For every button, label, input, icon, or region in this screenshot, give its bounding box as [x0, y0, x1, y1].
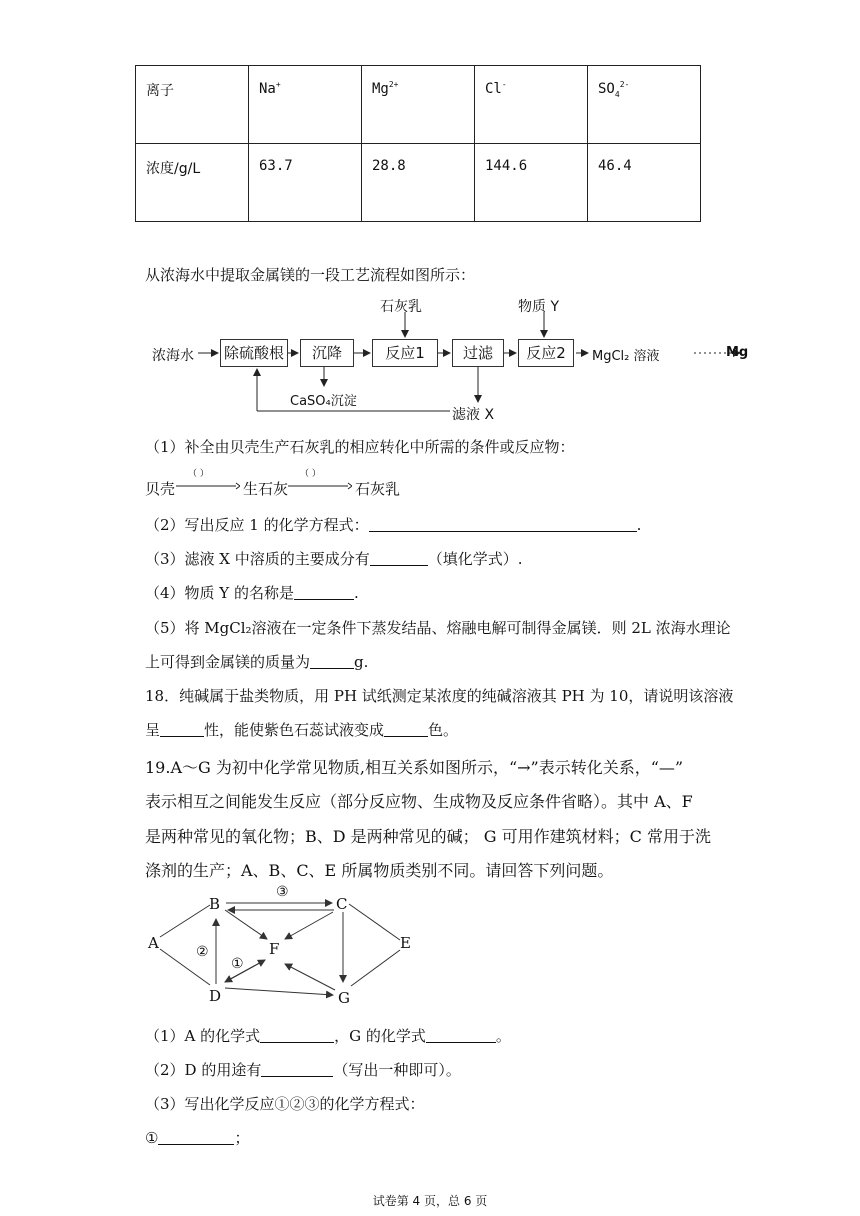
relationship-lines — [145, 882, 415, 1010]
table-header-cell: $SO_4^{2-}$ — [588, 66, 701, 144]
q18-text: 性，能使紫色石蕊试液变成 — [204, 721, 385, 739]
table-header-cell: $Mg^{2+}$ — [362, 66, 475, 144]
node-a: A — [148, 934, 159, 952]
q17-part2 — [145, 514, 641, 535]
lime-milk-label: 石灰乳 — [380, 299, 422, 315]
q17-part1: （1）补全由贝壳生产石灰乳的相应转化中所需的条件或反应物： — [145, 438, 575, 456]
chain-item: 石灰乳 — [355, 480, 401, 498]
q19-line2: 表示相互之间能发生反应（部分反应物、生成物及反应条件省略）。其中 A、F — [145, 792, 693, 811]
answer-blank[interactable] — [370, 551, 428, 566]
q17-part3-text: （3）滤液 X 中溶质的主要成分有 — [145, 550, 370, 568]
mgcl2-solution-label: MgCl₂ 溶液 — [592, 349, 660, 364]
table-cell: 浓度/g/L — [136, 144, 249, 222]
answer-blank[interactable] — [384, 722, 428, 737]
mg-label: Mg — [726, 345, 749, 360]
table-row — [136, 144, 701, 222]
q17-part5-line2 — [145, 651, 368, 672]
chain-paren-1: （ ） — [188, 469, 209, 479]
flow-step-filter: 过滤 — [452, 339, 504, 367]
q17-part4-text: （4）物质 Y 的名称是 — [145, 584, 294, 602]
chain-item: 贝壳 — [145, 480, 176, 498]
node-f: F — [269, 940, 280, 958]
node-e: E — [400, 934, 411, 952]
flow-step-remove-sulfate: 除硫酸根 — [220, 339, 288, 367]
answer-blank[interactable] — [369, 517, 637, 532]
ion-concentration-table — [135, 65, 701, 222]
reaction-label-3: ③ — [276, 884, 289, 900]
q17-part2-text: （2）写出反应 1 的化学方程式： — [145, 516, 369, 534]
q18-text: 呈 — [145, 721, 161, 739]
table-cell: 63.7 — [249, 144, 362, 222]
node-g: G — [338, 989, 350, 1007]
q17-part2-end: . — [636, 516, 642, 534]
answer-blank[interactable] — [294, 585, 354, 600]
q19-line1: 19.A～G 为初中化学常见物质,相互关系如图所示，“→”表示转化关系，“—” — [145, 758, 684, 777]
q18-line1: 18．纯碱属于盐类物质，用 PH 试纸测定某浓度的纯碱溶液其 PH 为 10，请说明该溶液 — [145, 687, 734, 705]
table-cell: 28.8 — [362, 144, 475, 222]
filtrate-x-label: 滤液 X — [452, 407, 495, 423]
answer-blank[interactable] — [310, 654, 354, 669]
flow-step-reaction2: 反应2 — [518, 339, 574, 367]
q19-answer1-text: （1）A 的化学式 — [145, 1027, 261, 1045]
q19-line3: 是两种常见的氧化物；B、D 是两种常见的碱； G 可用作建筑材料；C 常用于洗 — [145, 827, 711, 846]
q19-answer1-text: ，G 的化学式 — [334, 1027, 426, 1045]
q17-part3-suffix: （填化学式）. — [427, 550, 523, 568]
flow-start-label: 浓海水 — [152, 348, 194, 364]
caso4-precipitate-label: CaSO₄沉淀 — [290, 394, 357, 409]
chain-paren-2: （ ） — [300, 469, 321, 479]
page-footer: 试卷第 4 页，总 6 页 — [372, 1194, 488, 1208]
q17-part3 — [145, 548, 523, 569]
q18-line2 — [145, 719, 458, 740]
q19-line4: 涤剂的生产；A、B、C、E 所属物质类别不同。请回答下列问题。 — [145, 861, 614, 880]
answer-blank[interactable] — [158, 1130, 234, 1145]
answer-blank[interactable] — [426, 1028, 496, 1043]
answer-blank[interactable] — [260, 1028, 334, 1043]
table-header-cell: Na+ — [249, 66, 362, 144]
q17-part4 — [145, 582, 359, 603]
table-cell: 144.6 — [475, 144, 588, 222]
q19-answer2-suffix: （写出一种即可）。 — [333, 1061, 461, 1079]
intro-text: 从浓海水中提取金属镁的一段工艺流程如图所示： — [145, 266, 476, 284]
q18-text: 色。 — [428, 721, 459, 739]
q19-answer2 — [145, 1059, 461, 1080]
chain-item: 生石灰 — [243, 480, 289, 498]
q17-part5-line1: （5）将 MgCl₂溶液在一定条件下蒸发结晶、熔融电解可制得金属镁．则 2L 浓海水理论 — [145, 619, 731, 637]
table-header-cell: Cl- — [475, 66, 588, 144]
q19-answer4-label: ① — [145, 1129, 159, 1147]
answer-blank[interactable] — [261, 1062, 333, 1077]
table-cell: 46.4 — [588, 144, 701, 222]
answer-blank[interactable] — [160, 722, 204, 737]
q19-answer4 — [145, 1127, 249, 1148]
reaction-label-2: ② — [196, 944, 209, 960]
node-c: C — [336, 895, 348, 913]
q19-answer1-end: 。 — [495, 1027, 511, 1045]
substance-y-label: 物质 Y — [518, 299, 560, 315]
q17-part5-unit: g. — [354, 653, 369, 671]
table-header-row — [136, 66, 701, 144]
q19-answer1 — [145, 1025, 511, 1046]
q19-answer3: （3）写出化学反应①②③的化学方程式： — [145, 1095, 425, 1113]
q19-answer4-end: ； — [234, 1129, 250, 1147]
flow-step-reaction1: 反应1 — [372, 339, 438, 367]
node-d: D — [209, 987, 222, 1005]
q19-answer2-text: （2）D 的用途有 — [145, 1061, 262, 1079]
table-header-cell: 离子 — [136, 66, 249, 144]
q17-part4-end: . — [353, 584, 359, 602]
node-b: B — [209, 895, 221, 913]
flow-step-settle: 沉降 — [300, 339, 354, 367]
q17-part5-text: 上可得到金属镁的质量为 — [145, 653, 311, 671]
reaction-label-1: ① — [231, 956, 244, 972]
